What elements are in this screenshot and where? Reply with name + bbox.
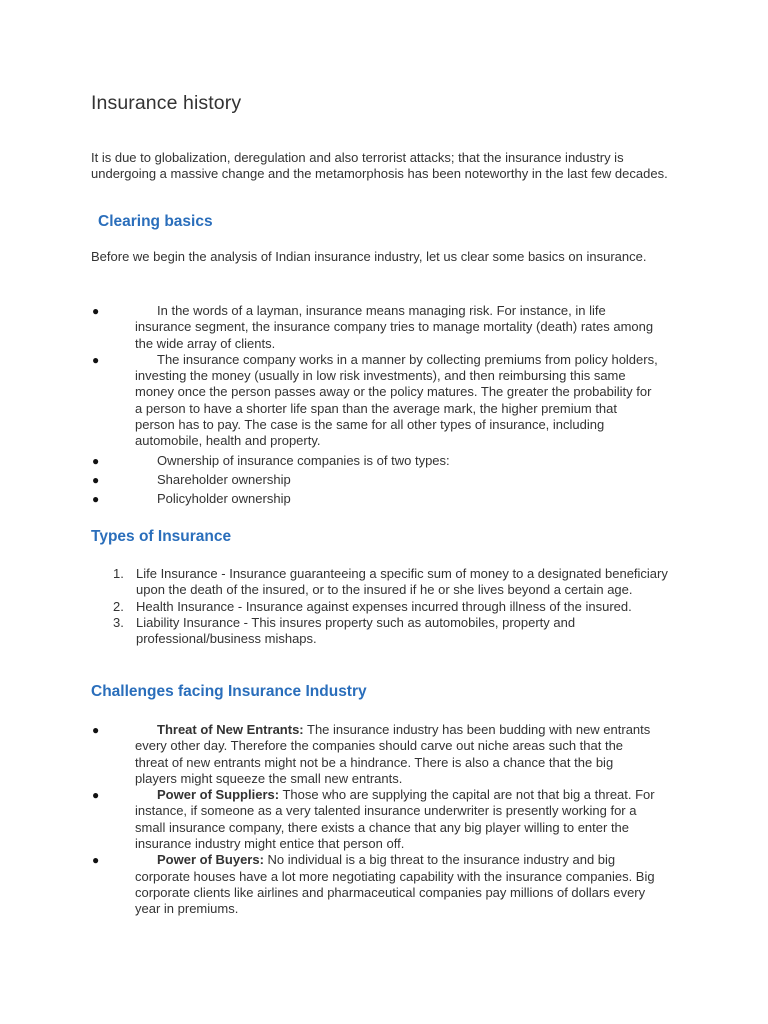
list-item (92, 351, 658, 450)
bullet-icon: ● (92, 853, 100, 868)
list-item (92, 491, 658, 507)
challenges-list (92, 722, 658, 921)
bullet-icon: ● (92, 453, 100, 468)
list-number: 1. (113, 566, 124, 581)
list-item (113, 566, 668, 599)
list-item (92, 303, 658, 352)
section-heading-types: Types of Insurance (91, 528, 232, 545)
clearing-basics-list (92, 303, 658, 511)
bullet-icon: ● (92, 352, 100, 367)
list-item (92, 452, 658, 469)
list-item-text: The insurance company works in a manner by collecting premiums from policy holders, investing the money (usually in low risk investments), and then reimbursing this same money once the person passes away or the policy matures. The greater the probability for a person to have a shorter life span than the average mark, the higher premium that person has to pay. The case is the same for all other types of insurance, including automobile, health and property. (135, 351, 658, 449)
list-item-text: In the words of a layman, insurance means managing risk. For instance, in life insurance segment, the insurance company tries to manage mortality (death) rates among the wide array of clients. (135, 303, 654, 351)
list-item (113, 615, 668, 648)
list-number: 3. (113, 614, 124, 630)
bullet-icon: ● (92, 723, 100, 737)
section-heading-challenges: Challenges facing Insurance Industry (91, 683, 367, 700)
list-number: 2. (113, 598, 124, 614)
section-heading-clearing-basics: Clearing basics (98, 213, 213, 230)
list-item-term: Power of Buyers: (157, 852, 264, 868)
bullet-icon: ● (92, 472, 100, 487)
bullet-icon: ● (92, 788, 100, 803)
list-item-text: Liability Insurance - This insures property such as automobiles, property and professional/business mishaps. (136, 614, 576, 647)
list-item-text: Ownership of insurance companies is of two types: (157, 452, 450, 468)
list-item-text: Shareholder ownership (157, 471, 291, 487)
list-item-text: No individual is a big threat to the insurance industry and big corporate houses have a lot more negotiating capability with the insurance companies. Big corporate clients like airlines and pharmaceutical companies pay millions of dollars every year in premiums. (135, 852, 655, 917)
list-item-text: Health Insurance - Insurance against expenses incurred through illness of the insured. (136, 598, 632, 614)
list-item-text: Policyholder ownership (157, 491, 291, 507)
list-item (113, 599, 668, 615)
intro-paragraph: It is due to globalization, deregulation and also terrorist attacks; that the insurance industry is undergoing a massive change and the metamorphosis has been noteworthy in the last few decades. (91, 150, 668, 182)
list-item (92, 852, 658, 917)
list-item-term: Power of Suppliers: (157, 787, 280, 803)
page-title: Insurance history (91, 92, 242, 114)
list-item-text: Those who are supplying the capital are not that big a threat. For instance, if someone as a very talented insurance underwriter is presently working for a small insurance company, there exists a chance that any big player willing to enter the insurance industry might entice that person off. (135, 787, 655, 852)
bullet-icon: ● (92, 492, 100, 507)
list-item-text: Life Insurance - Insurance guaranteeing a specific sum of money to a designated beneficiary upon the death of the insured, or to the insured if he or she lives beyond a certain age. (136, 566, 668, 598)
bullet-icon: ● (92, 304, 100, 318)
list-item (92, 787, 658, 852)
list-item-term: Threat of New Entrants: (157, 722, 304, 737)
types-list (113, 566, 668, 647)
list-item (92, 722, 658, 787)
list-item (92, 471, 658, 488)
clearing-basics-intro: Before we begin the analysis of Indian insurance industry, let us clear some basics on insurance. (91, 249, 647, 264)
list-item-text: The insurance industry has been budding with new entrants every other day. Therefore the companies should carve out niche areas such that the threat of new entrants might not be a hindrance. There is also a chance that the big players might squeeze the small new entrants. (135, 722, 651, 786)
